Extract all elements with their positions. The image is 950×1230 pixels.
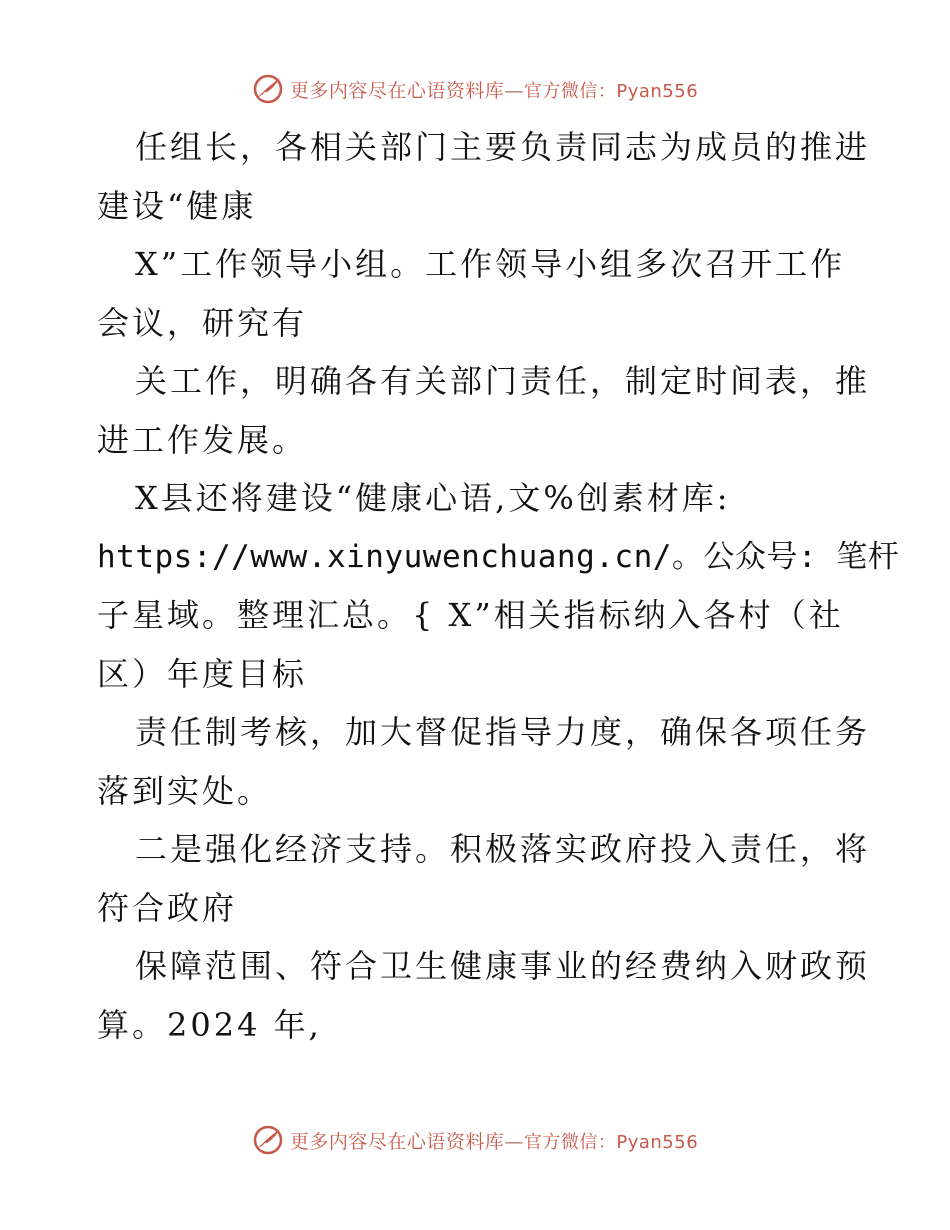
footer-banner-wechat: 官方微信：Pyan556: [523, 1131, 699, 1153]
document-body: [97, 118, 900, 1054]
body-line-6: 进工作发展。: [97, 420, 308, 459]
body-line-5: 关工作，明确各有关部门责任，制定时间表，推: [135, 362, 871, 400]
footer-banner-separator: —: [504, 1130, 524, 1153]
header-banner-text: [290, 76, 698, 103]
header-banner-main: 更多内容尽在心语资料库: [289, 79, 505, 102]
body-line-1: 任组长，各相关部门主要负责同志为成员的推进: [135, 128, 871, 166]
header-banner-separator: —: [504, 79, 524, 102]
header-banner: [0, 72, 950, 106]
body-line-14: 符合政府: [97, 888, 238, 927]
body-line-7: X县还将建设“健康心语,文%创素材库:: [135, 479, 731, 517]
body-line-15: 保障范围、符合卫生健康事业的经费纳入财政预: [135, 947, 871, 985]
body-line-11: 责任制考核，加大督促指导力度，确保各项任务: [135, 713, 871, 751]
body-line-8: https://www.xinyuwenchuang.cn/。公众号: 笔杆: [97, 538, 900, 575]
body-line-12: 落到实处。: [97, 771, 273, 810]
body-line-3: X”工作领导小组。工作领导小组多次召开工作: [135, 245, 846, 283]
quill-logo-icon: [252, 73, 284, 105]
body-line-9: 子星域。整理汇总。{ X”相关指标纳入各村（社: [97, 596, 844, 634]
footer-banner-text: [290, 1127, 698, 1154]
header-banner-wechat: 官方微信：Pyan556: [523, 80, 699, 102]
body-line-4: 会议，研究有: [97, 303, 308, 342]
body-line-10: 区）年度目标: [97, 654, 308, 693]
body-line-16: 算。2024 年,: [97, 1005, 322, 1044]
body-line-13: 二是强化经济支持。积极落实政府投入责任，将: [135, 830, 871, 868]
quill-logo-icon: [252, 1124, 284, 1156]
footer-banner: [0, 1123, 950, 1157]
footer-banner-main: 更多内容尽在心语资料库: [289, 1130, 505, 1153]
body-line-2: 建设“健康: [97, 186, 257, 225]
